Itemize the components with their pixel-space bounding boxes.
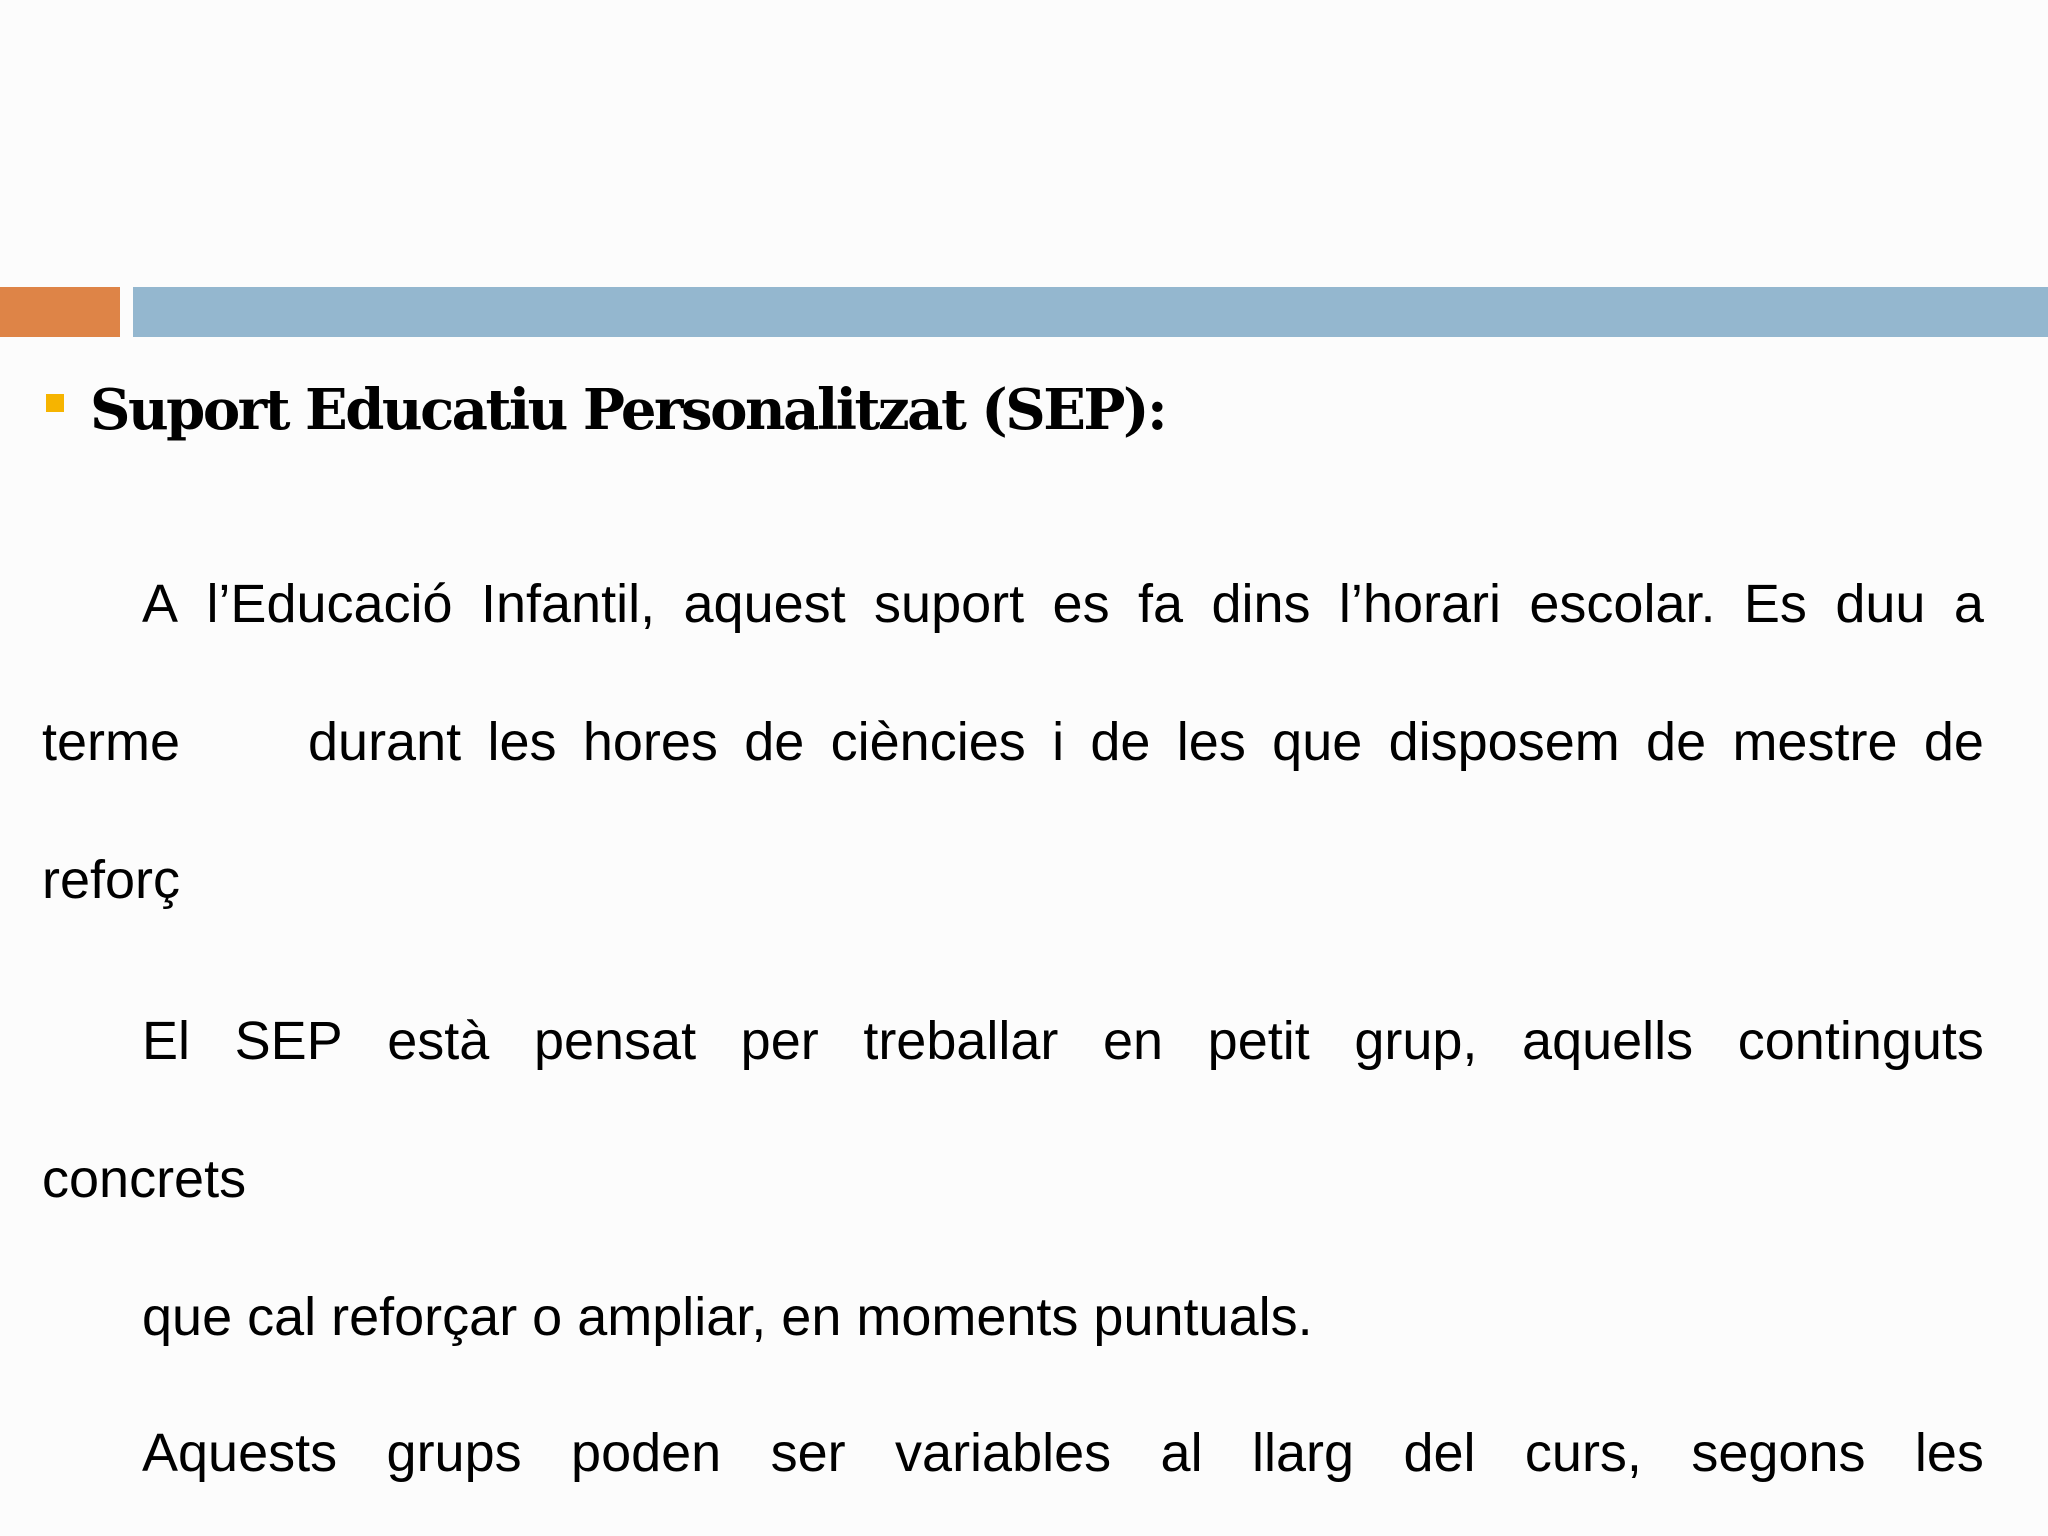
word: dins: [1211, 574, 1311, 634]
word: les: [1176, 712, 1246, 772]
word: El: [142, 1011, 191, 1071]
word: està: [387, 1011, 490, 1071]
word: disposem: [1388, 712, 1620, 772]
word: aquells: [1522, 1011, 1694, 1071]
word: de: [1646, 712, 1707, 772]
word: de: [1090, 712, 1151, 772]
word: Aquests: [142, 1423, 338, 1483]
word: del: [1403, 1423, 1476, 1483]
word: i: [1052, 712, 1065, 772]
p1-line-3: reforç: [42, 850, 181, 910]
word: suport: [874, 574, 1025, 634]
word: ser: [770, 1423, 846, 1483]
word: escolar.: [1529, 574, 1716, 634]
word: al: [1160, 1423, 1203, 1483]
p2-line-2: concrets: [42, 1149, 247, 1209]
word: en: [1103, 1011, 1164, 1071]
blue-header-bar: [133, 287, 2048, 337]
word: mestre: [1732, 712, 1898, 772]
word: hores: [582, 712, 718, 772]
word: grups: [386, 1423, 522, 1483]
p2-line-3: que cal reforçar o ampliar, en moments puntuals.: [142, 1287, 1313, 1347]
word: treballar: [863, 1011, 1059, 1071]
word: durant: [308, 712, 462, 772]
word: A: [142, 574, 179, 634]
word: Infantil,: [480, 574, 656, 634]
word: de: [744, 712, 805, 772]
p2-line-1: [142, 1009, 1984, 1073]
word: continguts: [1737, 1011, 1984, 1071]
square-bullet-icon: [46, 394, 64, 412]
word: l’horari: [1338, 574, 1501, 634]
word: variables: [895, 1423, 1112, 1483]
word: duu: [1835, 574, 1926, 634]
word: per: [740, 1011, 819, 1071]
word: llarg: [1251, 1423, 1355, 1483]
word: ciències: [830, 712, 1026, 772]
p1-line-1: [142, 572, 1984, 636]
word: pensat: [533, 1011, 697, 1071]
p1-line-2-right: [308, 710, 1984, 774]
orange-accent-bar: [0, 287, 120, 337]
word: Es: [1743, 574, 1807, 634]
word: grup,: [1354, 1011, 1478, 1071]
word: curs,: [1524, 1423, 1642, 1483]
word: de: [1923, 712, 1984, 772]
word: a: [1953, 574, 1984, 634]
word: es: [1052, 574, 1110, 634]
word: que: [1272, 712, 1363, 772]
word: l’Educació: [206, 574, 453, 634]
word: poden: [571, 1423, 722, 1483]
word: petit: [1207, 1011, 1310, 1071]
word: SEP: [234, 1011, 343, 1071]
word: les: [487, 712, 557, 772]
p1-line-2-left: terme: [42, 712, 181, 772]
word: fa: [1138, 574, 1184, 634]
word: aquest: [683, 574, 846, 634]
slide-heading: Suport Educatiu Personalitzat (SEP):: [90, 377, 1166, 443]
word: segons: [1691, 1423, 1866, 1483]
p3-line-1: [142, 1421, 1984, 1485]
word: les: [1914, 1423, 1984, 1483]
